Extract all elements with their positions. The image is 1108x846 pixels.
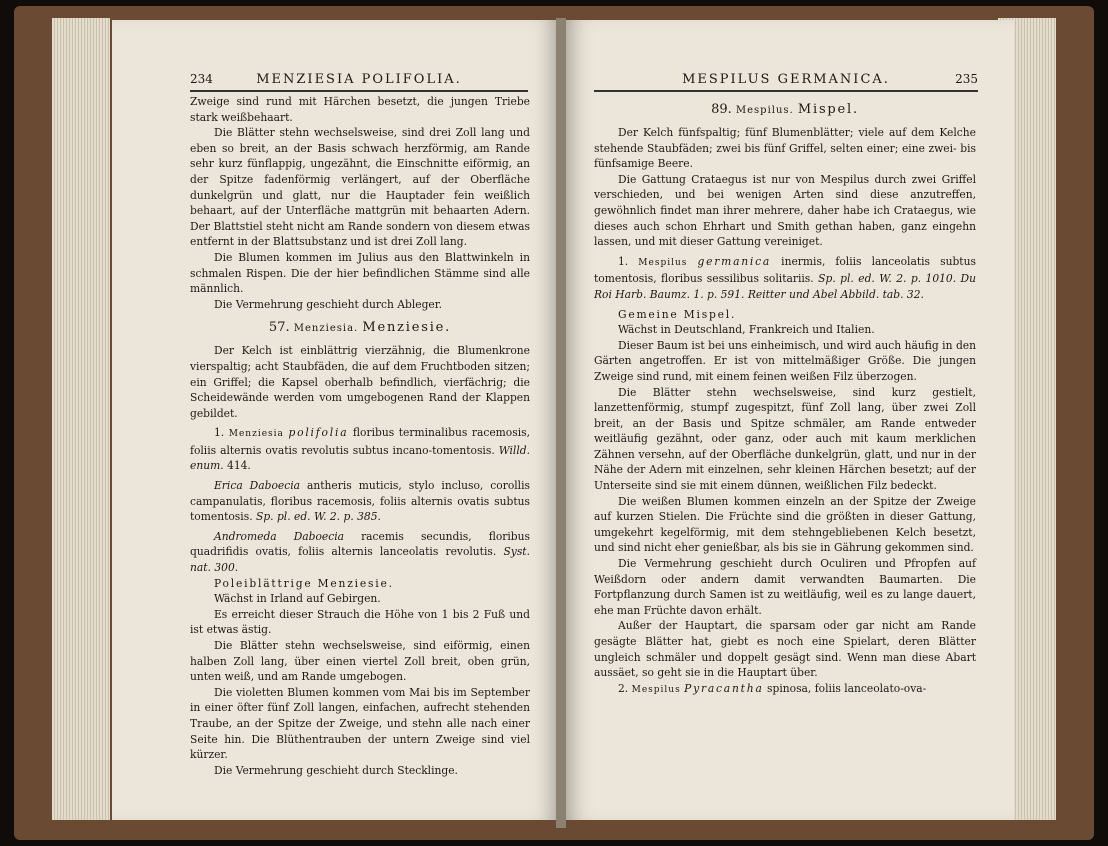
paragraph: Die Blätter stehn wechselsweise, sind eiförmig, einen halben Zoll lang, über einen viertel Zoll breit, oben grün, unten weiß, und am Rande umgebogen.: [190, 639, 530, 684]
page-number: 235: [955, 72, 978, 86]
habitat: Wächst in Irland auf Gebirgen.: [214, 592, 381, 606]
section-heading: [594, 100, 976, 121]
running-title: MESPILUS GERMANICA.: [682, 72, 890, 87]
synonym-entry: 1. Mespilus germanica inermis, foliis lanceolatis subtus tomentosis, floribus sessilibus solitariis. Sp. pl. ed. W. 2. p. 1010. Du Roi Harb. Baumz. 1. p. 591. Reitter und Abel Abbild. tab. 32.: [594, 254, 977, 301]
section-number: 89.: [711, 102, 732, 117]
paragraph: Die Gattung Crataegus ist nur von Mespilus durch zwei Griffel verschieden, und bei wenigen Arten sind diese anzutreffen, gewöhnlich findet man ihrer mehrere, daher habe ich Crataegus, wie dieses auch schon Ehrhart und Smith gethan haben, ganz eingehn lassen, und mit dieser Gattung vereiniget.: [594, 172, 976, 249]
paragraph: Außer der Hauptart, die sparsam oder gar nicht am Rande gesägte Blätter hat, giebt es noch eine Spielart, deren Blätter ungleich schmäler und doppelt gesägt sind. Wenn man diese Abart aussäet, so geht sie in die Hauptart über.: [594, 619, 976, 680]
paragraph: Die Blätter stehn wechselsweise, sind kurz gestielt, lanzettenförmig, stumpf zugespitzt, fünf Zoll lang, über zwei Zoll breit, an der Basis und Spitze schmäler, am Rande entweder weitläufig gezähnt, oder ganz, oder auch mit kaum merklichen Zähnen versehn, auf der Oberfläche dunkelgrün, glatt, und nur in der Nähe der Adern mit einzelnen, sehr kleinen Härchen besetzt; auf der Unterseite sind sie mit einem dünnen, weißlichen Filz bedeckt.: [594, 385, 976, 493]
right-page: [566, 20, 1014, 820]
paragraph: Die Vermehrung geschieht durch Oculiren und Pfropfen auf Weißdorn oder andern damit verwandten Baumarten. Die Fortpflanzung durch Samen ist zu weitläufig, weil es zu lange dauert, ehe man Früchte davon erhält.: [594, 557, 976, 617]
section-name: Menziesie.: [362, 320, 452, 336]
section-name: Mispel.: [797, 102, 859, 117]
text-column: [190, 94, 530, 778]
paragraph: Die Vermehrung geschieht durch Ableger.: [214, 297, 443, 311]
section-number: 57.: [268, 320, 290, 336]
running-head: [190, 70, 528, 92]
paragraph: Die Vermehrung geschieht durch Stecklinge.: [214, 763, 458, 777]
text-column: [594, 94, 976, 698]
paragraph: Es erreicht dieser Strauch die Höhe von 1 bis 2 Fuß und ist etwas ästig.: [190, 607, 530, 637]
synonym-entry: 1. Menziesia polifolia floribus terminalibus racemosis, foliis alternis ovatis revolutis subtus incano-tomentosis. Willd. enum. 414.: [190, 426, 531, 473]
synonym-entry: 2. Mespilus Pyracantha spinosa, foliis lanceolato-ova-: [618, 681, 927, 695]
page-edges-left: [52, 18, 110, 820]
paragraph: Die Blätter stehn wechselsweise, sind drei Zoll lang und eben so breit, an der Basis schwach herzförmig, am Rande sehr kurz fünflappig, ungezähnt, die Einschnitte eiförmig, an der Spitze fadenförmig verlängert, auf der Oberfläche dunkelgrün und glatt, nur die Hauptader fein weißlich behaart, auf der Unterfläche mattgrün mit behaarten Adern. Der Blattstiel steht nicht am Rande sondern von diesem etwas entfernt in der Blattsubstanz und ist drei Zoll lang.: [190, 126, 530, 249]
paragraph: Zweige sind rund mit Härchen besetzt, die jungen Triebe stark weißbehaart.: [190, 95, 530, 124]
habitat: Wächst in Deutschland, Frankreich und Italien.: [618, 323, 875, 337]
section-heading: [190, 318, 530, 339]
running-head: [594, 70, 978, 92]
paragraph: Die Blumen kommen im Julius aus den Blattwinkeln in schmalen Rispen. Die der hier befindlichen Stämme sind alle männlich.: [190, 250, 530, 296]
book-spine: [556, 18, 566, 828]
synonym-entry: Andromeda Daboecia racemis secundis, floribus quadrifidis ovatis, foliis alternis lanceolatis revolutis. Syst. nat. 300.: [190, 529, 530, 575]
paragraph: Die weißen Blumen kommen einzeln an der Spitze der Zweige auf kurzen Stielen. Die Früchte sind die größten in dieser Gattung, umgekehrt kegelförmig, mit dem stehngebliebenen Kelch besetzt, und sind nicht eher genießbar, als bis sie in Gährung gekommen sind.: [594, 494, 976, 555]
common-name: Gemeine Mispel.: [618, 307, 737, 321]
page-number: 234: [190, 72, 213, 86]
section-genus: Menziesia.: [293, 323, 359, 335]
paragraph: Der Kelch ist einblättrig vierzähnig, die Blumenkrone vierspaltig; acht Staubfäden, die auf dem Fruchtboden sitzen; ein Griffel; die Kapsel oberhalb befindlich, vierfächrig; die Scheidewände werden vom umgebogenen Rand der Klappen gebildet.: [190, 344, 530, 420]
common-name: Poleiblättrige Menziesie.: [214, 576, 394, 590]
section-genus: Mespilus.: [735, 105, 794, 116]
paragraph: Die violetten Blumen kommen vom Mai bis im September in einer öfter fünf Zoll langen, einfachen, aufrecht stehenden Traube, an der Spitze der Zweige, und stehn alle nach einer Seite hin. Die Blüthentrauben der untern Zweige sind viel kürzer.: [190, 685, 530, 762]
running-title: MENZIESIA POLIFOLIA.: [256, 72, 462, 87]
synonym-entry: Erica Daboecia antheris muticis, stylo incluso, corollis campanulatis, floribus racemosis, foliis alternis ovatis subtus tomentosis. Sp. pl. ed. W. 2. p. 385.: [190, 479, 531, 524]
left-page: [112, 20, 558, 820]
paragraph: Dieser Baum ist bei uns einheimisch, und wird auch häufig in den Gärten angetroffen. Er ist von mittelmäßiger Größe. Die jungen Zweige sind rund, mit einem feinen weißen Filz überzogen.: [594, 338, 976, 383]
paragraph: Der Kelch fünfspaltig; fünf Blumenblätter; viele auf dem Kelche stehende Staubfäden; zwei bis fünf Griffel, selten einer; eine zwei- bis fünfsamige Beere.: [594, 126, 976, 171]
